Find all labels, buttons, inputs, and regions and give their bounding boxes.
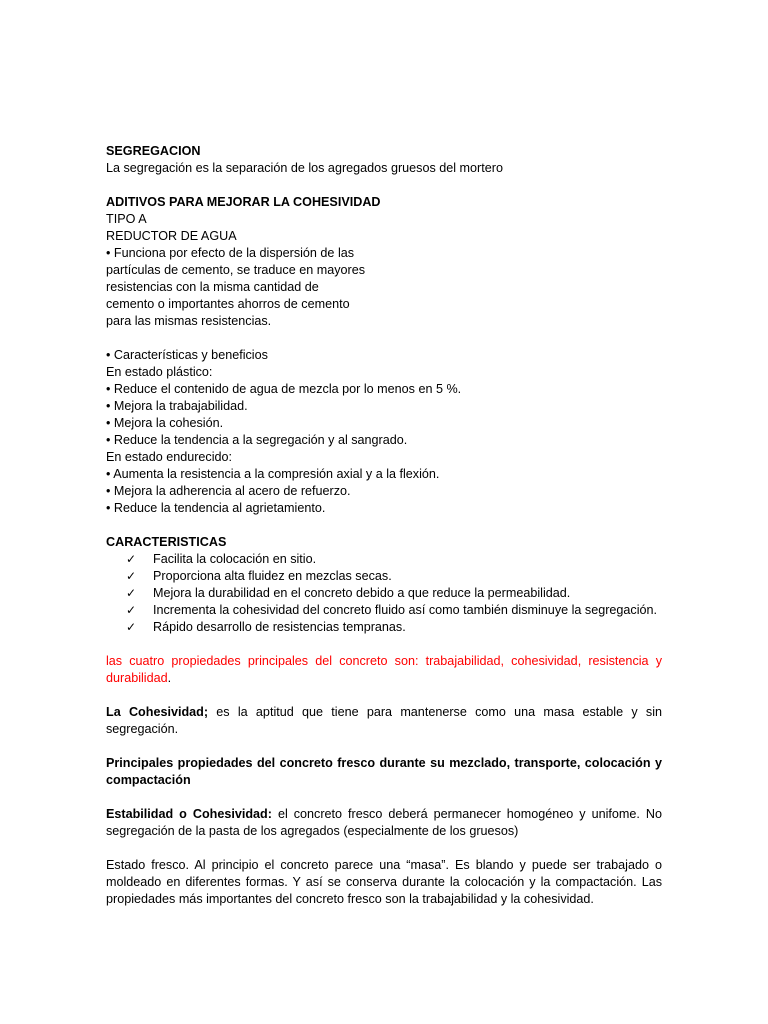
principales-paragraph: Principales propiedades del concreto fresco durante su mezclado, transporte, colocación y compactación <box>106 756 662 787</box>
spacer <box>106 789 662 806</box>
plastico-item: • Mejora la trabajabilidad. <box>106 399 248 413</box>
list-item-text: Rápido desarrollo de resistencias tempranas. <box>153 620 406 634</box>
propiedades-period: . <box>167 671 172 685</box>
document-page <box>106 143 662 908</box>
estado-endurecido-label: En estado endurecido: <box>106 450 233 464</box>
spacer <box>106 687 662 704</box>
list-item-text: Facilita la colocación en sitio. <box>153 552 317 566</box>
endurecido-item: • Reduce la tendencia al agrietamiento. <box>106 501 326 515</box>
caracteristicas-heading: CARACTERISTICAS <box>106 535 227 549</box>
checkmark-icon: ✓ <box>125 586 137 600</box>
caracteristicas-checklist <box>106 551 662 636</box>
cohesividad-paragraph <box>106 704 662 738</box>
propiedades-paragraph <box>106 653 662 687</box>
segregacion-definition: La segregación es la separación de los agregados gruesos del mortero <box>106 161 503 175</box>
estabilidad-text: el concreto fresco deberá permanecer homogéneo y unifome. No segregación de la pasta de los agregados (especialmente de los gruesos) <box>106 807 662 838</box>
funciona-line-3: resistencias con la misma cantidad de <box>106 280 319 294</box>
list-item-text: Proporciona alta fluidez en mezclas secas. <box>153 569 392 583</box>
aditivos-heading: ADITIVOS PARA MEJORAR LA COHESIVIDAD <box>106 195 381 209</box>
checkmark-icon: ✓ <box>125 603 137 617</box>
funciona-line-2: partículas de cemento, se traduce en mayores <box>106 263 366 277</box>
list-item-text: Mejora la durabilidad en el concreto debido a que reduce la permeabilidad. <box>153 586 571 600</box>
list-item <box>106 619 662 636</box>
tipo-label: TIPO A <box>106 212 147 226</box>
funciona-line-4: cemento o importantes ahorros de cemento <box>106 297 350 311</box>
plastico-item: • Mejora la cohesión. <box>106 416 224 430</box>
list-item <box>106 551 662 568</box>
funciona-line-5: para las mismas resistencias. <box>106 314 272 328</box>
caracteristicas-beneficios: • Características y beneficios <box>106 348 268 362</box>
list-item-text: Incrementa la cohesividad del concreto fluido así como también disminuye la segregación. <box>153 603 658 617</box>
segregacion-heading: SEGREGACION <box>106 144 201 158</box>
spacer <box>106 738 662 755</box>
list-item <box>106 585 662 602</box>
spacer <box>106 517 662 534</box>
plastico-item: • Reduce el contenido de agua de mezcla por lo menos en 5 %. <box>106 382 462 396</box>
checkmark-icon: ✓ <box>125 552 137 566</box>
spacer <box>106 636 662 653</box>
list-item <box>106 568 662 585</box>
spacer <box>106 840 662 857</box>
estado-fresco-paragraph: Estado fresco. Al principio el concreto parece una “masa”. Es blando y puede ser trabajado o moldeado en diferentes formas. Y así se conserva durante la colocación y la compactación. Las propiedades más importantes del concreto fresco son la trabajabilidad y la cohesividad. <box>106 858 662 906</box>
spacer <box>106 330 662 347</box>
spacer <box>106 177 662 194</box>
checkmark-icon: ✓ <box>125 620 137 634</box>
estabilidad-paragraph <box>106 806 662 840</box>
estabilidad-label: Estabilidad o Cohesividad: <box>106 807 272 821</box>
endurecido-item: • Aumenta la resistencia a la compresión axial y a la flexión. <box>106 467 440 481</box>
cohesividad-label: La Cohesividad; <box>106 705 209 719</box>
list-item <box>106 602 662 619</box>
plastico-item: • Reduce la tendencia a la segregación y al sangrado. <box>106 433 408 447</box>
propiedades-text: las cuatro propiedades principales del concreto son: trabajabilidad, cohesividad, resistencia y durabilidad <box>106 654 662 685</box>
cohesividad-text: es la aptitud que tiene para mantenerse como una masa estable y sin segregación. <box>106 705 662 736</box>
checkmark-icon: ✓ <box>125 569 137 583</box>
endurecido-item: • Mejora la adherencia al acero de refuerzo. <box>106 484 351 498</box>
reductor-label: REDUCTOR DE AGUA <box>106 229 237 243</box>
funciona-line-1: • Funciona por efecto de la dispersión de las <box>106 246 355 260</box>
estado-plastico-label: En estado plástico: <box>106 365 213 379</box>
